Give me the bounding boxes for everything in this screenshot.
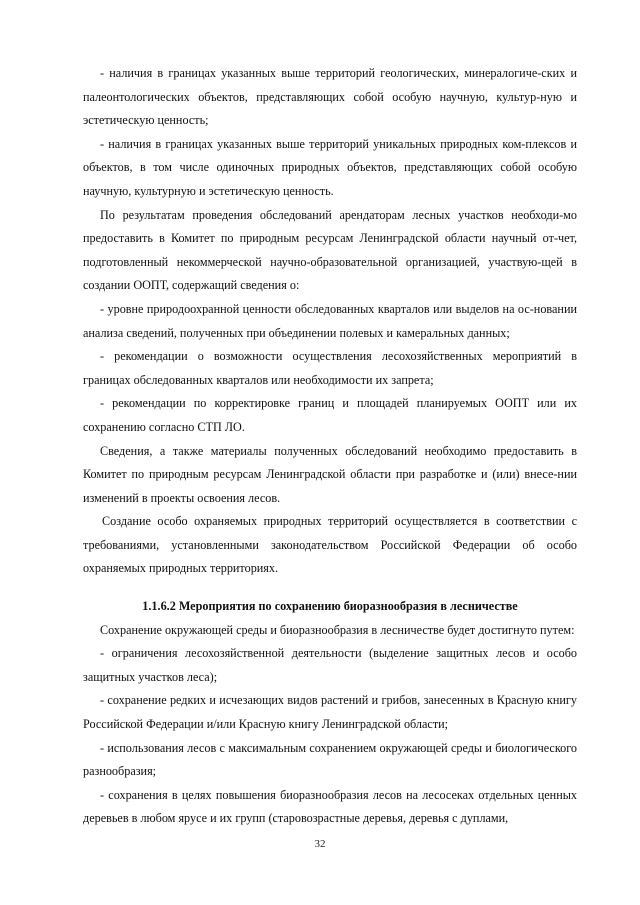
- section-heading: 1.1.6.2 Мероприятия по сохранению биоразнообразия в лесничестве: [142, 599, 518, 614]
- paragraph-unique-complexes: - наличия в границах указанных выше территорий уникальных природных ком-плексов и объектов, в том числе одиночных природных объектов, представляющих собой особую научную, культурную и эстетическую ценность.: [83, 136, 577, 198]
- paragraph-geological-objects: - наличия в границах указанных выше территорий геологических, минералогиче-ских и палеонтологических объектов, представляющих собой особую научную, культур-ную и эстетическую ценность;: [83, 66, 577, 128]
- page-number: 32: [314, 838, 326, 850]
- paragraph-forestry-recommendations: - рекомендации о возможности осуществления лесохозяйственных мероприятий в границах обследованных кварталов или необходимости их запрета;: [83, 349, 577, 387]
- paragraph-activity-limitation: - ограничения лесохозяйственной деятельности (выделение защитных лесов и особо защитных участков леса);: [83, 646, 577, 684]
- paragraph-forest-use: - использования лесов с максимальным сохранением окружающей среды и биологического разнообразия;: [83, 740, 577, 779]
- paragraph-boundary-recommendations: - рекомендации по корректировке границ и площадей планируемых ООПТ или их сохранению согласно СТП ЛО.: [83, 396, 577, 434]
- paragraph-valuable-trees: - сохранения в целях повышения биоразнообразия лесов на лесосеках отдельных ценных деревьев в любом ярусе и их групп (старовозрастные деревья, деревья с дуплами,: [83, 787, 577, 826]
- paragraph-biodiversity-intro: Сохранение окружающей среды и биоразнообразия в лесничестве будет достигнуто путем:: [100, 622, 575, 637]
- paragraph-protected-areas-creation: Создание особо охраняемых природных территорий осуществляется в соответствии с требованиями, установленными законодательством Российской Федерации об особо охраняемых природных территориях.: [83, 514, 577, 576]
- paragraph-survey-results: По результатам проведения обследований арендаторам лесных участков необходи-мо предоставить в Комитет по природным ресурсам Ленинградской области научный от-чет, подготовленный некоммерческой научно-образовательной организацией, участвую-щей в создании ООПТ, содержащий сведения о:: [83, 207, 577, 293]
- paragraph-conservation-value: - уровне природоохранной ценности обследованных кварталов или выделов на ос-новании анализа сведений, полученных при объединении полевых и камеральных данных;: [83, 301, 577, 340]
- paragraph-rare-species: - сохранение редких и исчезающих видов растений и грибов, занесенных в Красную книгу Российской Федерации и/или Красную книгу Ленинградской области;: [83, 693, 577, 732]
- document-page: [83, 62, 577, 831]
- paragraph-materials-submission: Сведения, а также материалы полученных обследований необходимо предоставить в Комитет по природным ресурсам Ленинградской области при разработке и (или) внесе-нии изменений в проекты освоения лесов.: [83, 443, 577, 505]
